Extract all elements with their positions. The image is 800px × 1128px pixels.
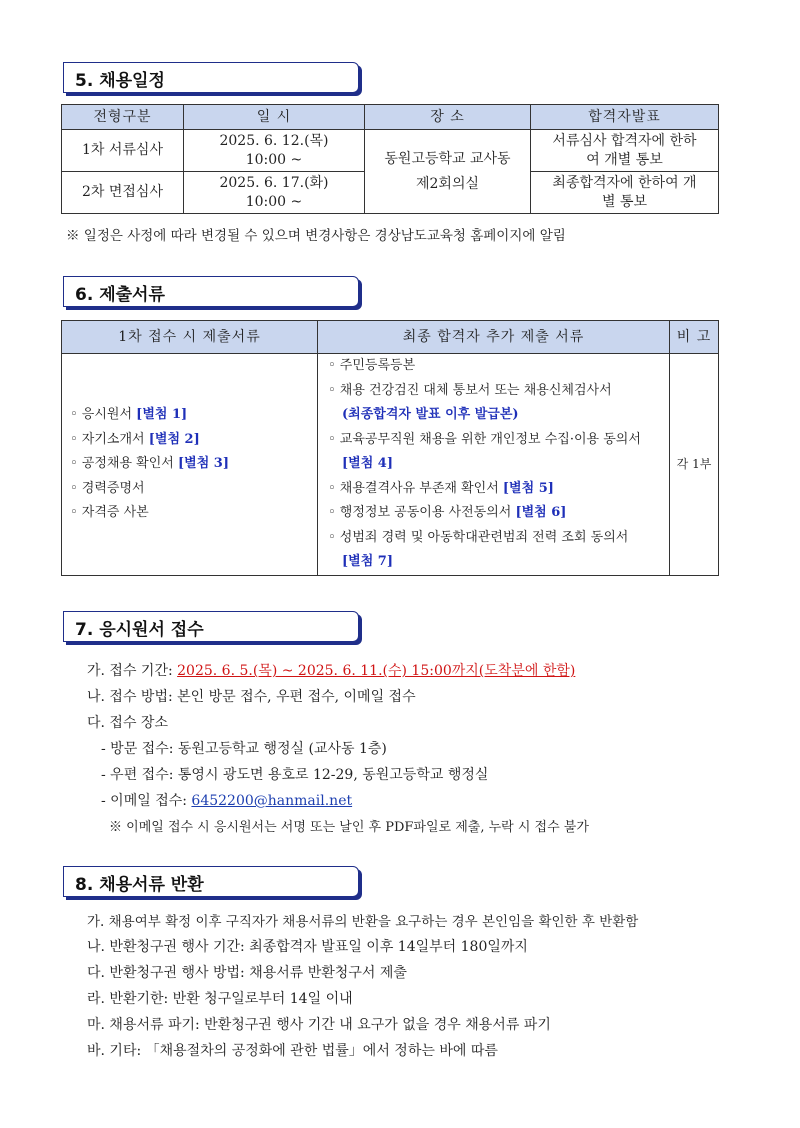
documents-final-cell [318,354,670,576]
documents-remark: 각 1부 [670,354,719,576]
email-submission [101,790,352,810]
first-doc-item-text: ◦ 공정채용 확인서 [70,456,178,471]
documents-first-cell [62,354,318,576]
application-method: 나. 접수 방법: 본인 방문 접수, 우편 접수, 이메일 접수 [87,689,416,705]
email-link[interactable]: 6452200@hanmail.net [191,793,353,809]
section-6-heading [63,276,359,307]
first-doc-item-attachment: [별첨 1] [136,407,188,422]
mail-submission: - 우편 접수: 통영시 광도면 용호로 12-29, 동원고등학교 행정실 [101,767,489,783]
application-period [87,660,575,680]
return-item-1: 가. 채용여부 확정 이후 구직자가 채용서류의 반환을 요구하는 경우 본인임을 확인한 후 반환함 [87,914,639,930]
return-item-5: 마. 채용서류 파기: 반환청구권 행사 기간 내 요구가 없을 경우 채용서류 파기 [87,1017,551,1033]
final-doc-item [328,526,669,551]
documents-header-final: 최종 합격자 추가 제출 서류 [318,321,670,354]
final-doc-item-text: ◦ 행정정보 공동이용 사전동의서 [328,505,516,520]
final-doc-item [328,452,669,477]
schedule-table [61,104,719,214]
first-doc-item-attachment: [별첨 3] [177,456,229,471]
schedule-row1-time: 10:00 ~ [245,151,303,168]
first-doc-item-attachment: [별첨 2] [148,431,200,447]
section-8-title: 8. 채용서류 반환 [75,875,204,895]
schedule-row2-datetime [184,172,365,214]
schedule-header-stage: 전형구분 [62,105,184,130]
final-doc-item-text: ◦ 교육공무직원 채용을 위한 개인정보 수집·이용 동의서 [328,431,641,447]
first-doc-item-text: ◦ 응시원서 [70,407,137,422]
documents-header-remark: 비 고 [670,321,719,354]
section-7-heading [63,611,359,642]
first-doc-item [70,403,317,428]
email-note: ※ 이메일 접수 시 응시원서는 서명 또는 날인 후 PDF파일로 제출, 누락 시 접수 불가 [109,820,589,835]
final-doc-item [328,403,669,428]
section-5-heading [63,62,359,93]
section-6-title: 6. 제출서류 [75,285,165,305]
first-doc-item [70,428,317,453]
final-doc-item [328,354,669,379]
first-documents-list [70,403,317,526]
final-doc-item-text: ◦ 성범죄 경력 및 아동학대관련범죄 전력 조회 동의서 [328,529,629,545]
schedule-header-date: 일 시 [184,105,365,130]
first-doc-item [70,477,317,502]
final-doc-item-attachment: [별첨 6] [515,505,567,520]
application-place: 다. 접수 장소 [87,715,168,731]
return-item-6: 바. 기타: 「채용절차의 공정화에 관한 법률」에서 정하는 바에 따름 [87,1043,498,1059]
visit-submission: - 방문 접수: 동원고등학교 행정실 (교사동 1층) [101,741,387,757]
documents-header-first: 1차 접수 시 제출서류 [62,321,318,354]
schedule-row2-result: 최종합격자에 한하여 개별 통보 [531,172,719,214]
schedule-row1-result: 서류심사 합격자에 한하여 개별 통보 [531,130,719,172]
section-5-title: 5. 채용일정 [75,71,165,91]
schedule-row1-datetime [184,130,365,172]
schedule-note: ※ 일정은 사정에 따라 변경될 수 있으며 변경사항은 경상남도교육청 홈페이지에 알림 [66,228,566,244]
first-doc-item-text: ◦ 경력증명서 [70,480,145,496]
return-item-4: 라. 반환기한: 반환 청구일로부터 14일 이내 [87,991,353,1007]
final-doc-item-attachment: [별첨 7] [342,554,393,569]
final-doc-item [328,379,669,404]
final-doc-item-attachment: [별첨 5] [502,480,554,496]
final-doc-item [328,428,669,453]
documents-table [61,320,719,576]
final-doc-item-attachment: [별첨 4] [342,456,393,471]
final-doc-item [328,501,669,526]
schedule-header-result: 합격자발표 [531,105,719,130]
schedule-header-place: 장 소 [365,105,531,130]
first-doc-item [70,452,317,477]
final-documents-list [328,354,669,575]
return-item-2: 나. 반환청구권 행사 기간: 최종합격자 발표일 이후 14일부터 180일까지 [87,939,528,955]
first-doc-item [70,501,317,526]
schedule-row2-date: 2025. 6. 17.(화) [219,174,329,191]
section-7-title: 7. 응시원서 접수 [75,620,204,640]
final-doc-item [328,477,669,502]
final-doc-item [328,550,669,575]
schedule-place [365,130,531,214]
final-doc-item-text: ◦ 채용결격사유 부존재 확인서 [328,480,503,496]
final-doc-item-text: ◦ 채용 건강검진 대체 통보서 또는 채용신체검사서 [328,382,612,398]
return-item-3: 다. 반환청구권 행사 방법: 채용서류 반환청구서 제출 [87,965,407,981]
schedule-row1-date: 2025. 6. 12.(목) [219,132,329,149]
schedule-row2-time: 10:00 ~ [245,193,303,210]
final-doc-item-text: ◦ 주민등록등본 [328,358,416,373]
final-doc-item-attachment: (최종합격자 발표 이후 발급본) [342,407,519,422]
application-period-label: 가. 접수 기간: [87,663,178,679]
schedule-row1-stage: 1차 서류심사 [62,130,184,172]
section-8-heading [63,866,359,897]
schedule-place-line2: 제2회의실 [415,175,479,192]
schedule-row2-stage: 2차 면접심사 [62,172,184,214]
email-submission-label: - 이메일 접수: [101,793,192,809]
schedule-place-line1: 동원고등학교 교사동 [384,150,511,167]
first-doc-item-text: ◦ 자기소개서 [70,431,149,447]
first-doc-item-text: ◦ 자격증 사본 [70,505,149,520]
application-period-value: 2025. 6. 5.(목) ~ 2025. 6. 11.(수) 15:00까지(도착분에 한함) [177,663,576,679]
